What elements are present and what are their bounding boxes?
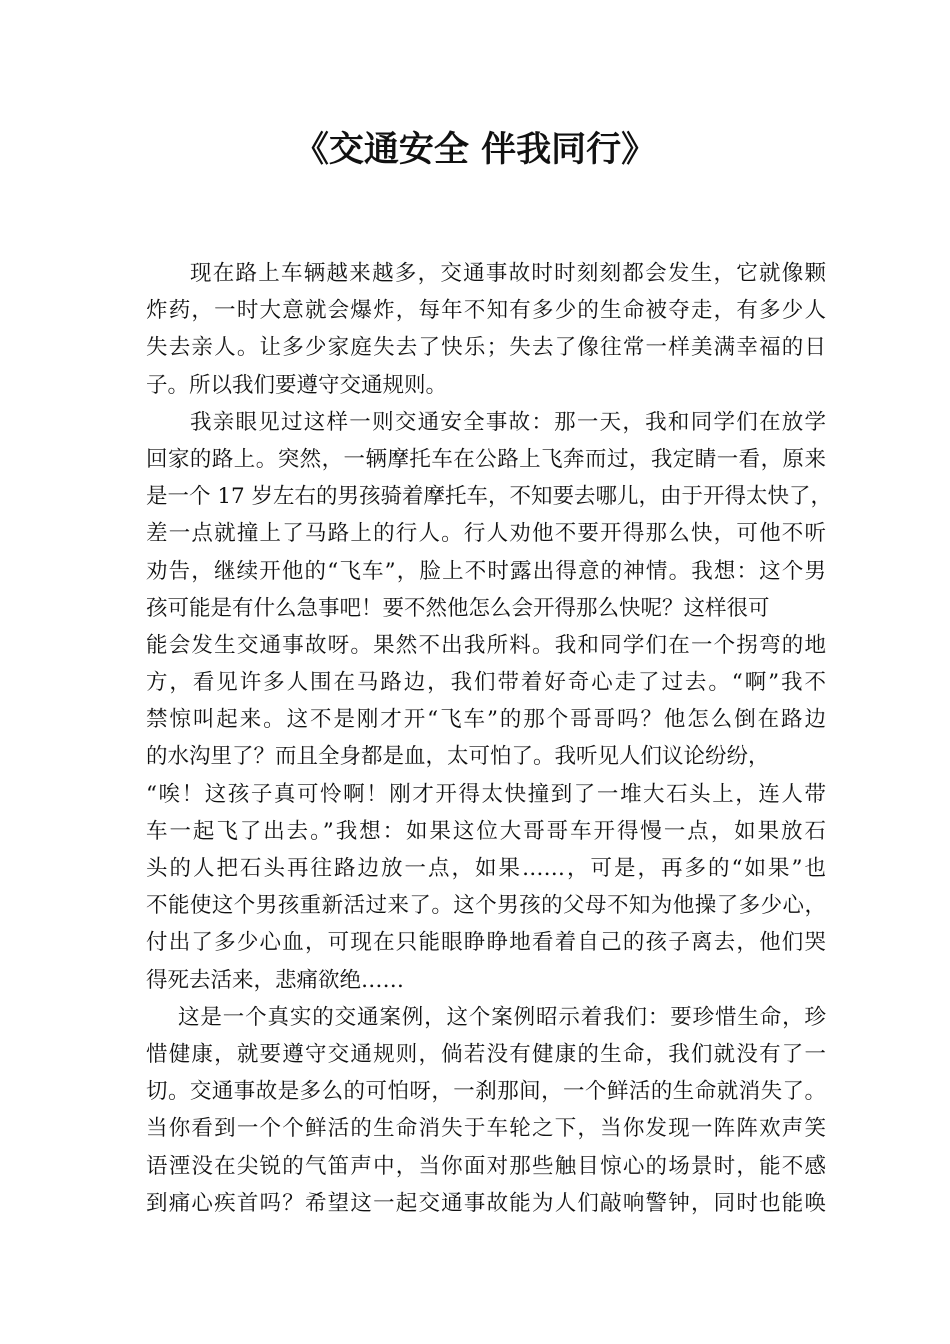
text-line: 差一点就撞上了马路上的行人。行人劝他不要开得那么快，可他不听 (146, 521, 826, 547)
text-line: 付出了多少心血，可现在只能眼睁睁地看着自己的孩子离去，他们哭 (146, 930, 826, 956)
text-line: 到痛心疾首吗？希望这一起交通事故能为人们敲响警钟，同时也能唤 (146, 1190, 826, 1216)
paragraph-1 (146, 255, 826, 404)
text-line: 炸药，一时大意就会爆炸，每年不知有多少的生命被夺走，有多少人 (146, 298, 826, 324)
text-line: 不能使这个男孩重新活过来了。这个男孩的父母不知为他操了多少心， (146, 893, 826, 919)
text-line: 禁惊叫起来。这不是刚才开“飞车”的那个哥哥吗？他怎么倒在路边 (146, 707, 826, 733)
text-line: “唉！这孩子真可怜啊！刚才开得太快撞到了一堆大石头上，连人带 (146, 781, 826, 807)
document-body (146, 255, 833, 1222)
text-line: 语湮没在尖锐的气笛声中，当你面对那些触目惊心的场景时，能不感 (146, 1153, 826, 1179)
text-line: 车一起飞了出去。”我想：如果这位大哥哥车开得慢一点，如果放石 (146, 818, 826, 844)
text-line: 是一个 17 岁左右的男孩骑着摩托车，不知要去哪儿，由于开得太快了， (146, 484, 833, 510)
text-line: 方，看见许多人围在马路边，我们带着好奇心走了过去。“啊”我不 (146, 670, 826, 696)
paragraph-2 (146, 404, 833, 999)
text-line: 当你看到一个个鲜活的生命消失于车轮之下，当你发现一阵阵欢声笑 (146, 1116, 826, 1142)
text-line: 惜健康，就要遵守交通规则，倘若没有健康的生命，我们就没有了一 (146, 1041, 826, 1067)
document-title: 《交通安全 伴我同行》 (293, 129, 657, 170)
text-line: 切。交通事故是多么的可怕呀，一刹那间，一个鲜活的生命就消失了。 (146, 1079, 826, 1105)
text-line: 这是一个真实的交通案例，这个案例昭示着我们：要珍惜生命，珍 (178, 1004, 826, 1030)
text-line: 得死去活来，悲痛欲绝…… (146, 967, 405, 993)
text-line: 子。所以我们要遵守交通规则。 (146, 372, 448, 398)
paragraph-3 (146, 999, 826, 1222)
text-line: 的水沟里了？而且全身都是血，太可怕了。我听见人们议论纷纷， (146, 744, 770, 770)
text-line: 回家的路上。突然，一辆摩托车在公路上飞奔而过，我定睛一看，原来 (146, 446, 826, 472)
text-line: 能会发生交通事故呀。果然不出我所料。我和同学们在一个拐弯的地 (146, 632, 826, 658)
text-line: 孩可能是有什么急事吧！要不然他怎么会开得那么快呢？这样很可 (146, 595, 770, 621)
text-line: 我亲眼见过这样一则交通安全事故：那一天，我和同学们在放学 (190, 409, 826, 435)
text-line: 头的人把石头再往路边放一点，如果……，可是，再多的“如果”也 (146, 856, 826, 881)
text-line: 失去亲人。让多少家庭失去了快乐；失去了像往常一样美满幸福的日 (146, 335, 826, 361)
text-line: 现在路上车辆越来越多，交通事故时时刻刻都会发生，它就像颗 (190, 261, 826, 286)
text-line: 劝告，继续开他的“飞车”，脸上不时露出得意的神情。我想：这个男 (146, 558, 826, 584)
